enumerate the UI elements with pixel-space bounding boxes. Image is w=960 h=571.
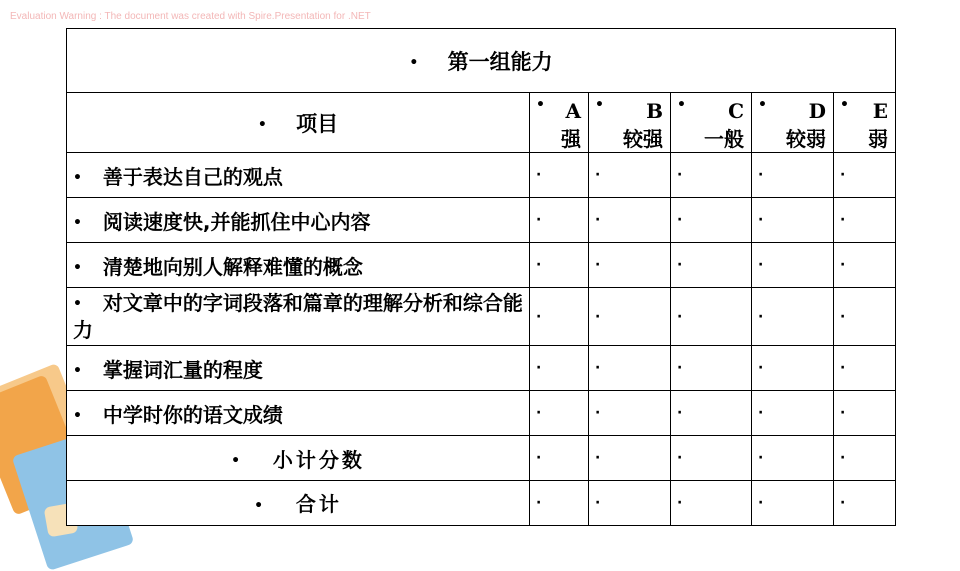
rating-cell[interactable]: · — [589, 198, 671, 243]
table-row — [67, 153, 896, 198]
subtotal-row — [67, 436, 896, 481]
title-row — [67, 29, 896, 93]
item-label: 清楚地向别人解释难懂的概念 — [102, 254, 363, 279]
rating-cell[interactable]: · — [589, 243, 671, 288]
bullet-icon: • — [73, 215, 82, 232]
rating-cell[interactable]: · — [752, 198, 834, 243]
bullet-icon: • — [758, 97, 767, 114]
level-label: 较强 — [623, 127, 663, 152]
total-value-cell[interactable]: · — [530, 480, 589, 525]
rating-cell[interactable]: · — [530, 153, 589, 198]
rating-cell[interactable]: · — [671, 288, 752, 346]
rating-cell[interactable]: · — [589, 288, 671, 346]
rating-cell[interactable]: · — [752, 243, 834, 288]
rating-cell[interactable]: · — [671, 153, 752, 198]
rating-cell[interactable]: · — [671, 198, 752, 243]
subtotal-value-cell[interactable]: · — [671, 436, 752, 481]
table-row — [67, 346, 896, 391]
rating-cell[interactable]: · — [530, 346, 589, 391]
rating-cell[interactable]: · — [834, 198, 896, 243]
bullet-icon: • — [409, 54, 419, 71]
item-cell — [67, 391, 530, 436]
item-header-cell — [67, 93, 530, 153]
item-label: 对文章中的字词段落和篇章的理解分析和综合能力 — [73, 290, 523, 343]
bullet-icon: • — [73, 296, 82, 313]
item-label: 掌握词汇量的程度 — [102, 357, 263, 382]
header-row — [67, 93, 896, 153]
subtotal-cell — [67, 436, 530, 481]
rating-cell[interactable]: · — [834, 243, 896, 288]
bullet-icon: • — [73, 170, 82, 187]
item-cell — [67, 153, 530, 198]
level-header-b — [589, 93, 671, 153]
bullet-icon: • — [595, 97, 604, 114]
rating-cell[interactable]: · — [752, 391, 834, 436]
level-header-e — [834, 93, 896, 153]
evaluation-watermark: Evaluation Warning : The document was created with Spire.Presentation for .NET — [10, 11, 371, 22]
rating-cell[interactable]: · — [752, 288, 834, 346]
item-cell — [67, 288, 530, 346]
subtotal-label: 小计分数 — [272, 447, 365, 472]
table-title: 第一组能力 — [447, 49, 553, 74]
bullet-icon: • — [257, 116, 267, 133]
item-cell — [67, 243, 530, 288]
level-code: D — [808, 99, 826, 124]
item-cell — [67, 346, 530, 391]
table-row — [67, 243, 896, 288]
rating-cell[interactable]: · — [589, 153, 671, 198]
subtotal-value-cell[interactable]: · — [530, 436, 589, 481]
item-header: 项目 — [296, 111, 339, 136]
level-label: 一般 — [704, 127, 744, 152]
rating-cell[interactable]: · — [834, 391, 896, 436]
subtotal-value-cell[interactable]: · — [589, 436, 671, 481]
subtotal-value-cell[interactable]: · — [752, 436, 834, 481]
rating-cell[interactable]: · — [671, 391, 752, 436]
rating-cell[interactable]: · — [589, 391, 671, 436]
bullet-icon: • — [536, 97, 545, 114]
total-row — [67, 480, 896, 525]
table-row — [67, 198, 896, 243]
total-label: 合计 — [295, 492, 342, 517]
table-row — [67, 391, 896, 436]
bullet-icon: • — [73, 408, 82, 425]
level-code: E — [872, 99, 889, 124]
level-label: 强 — [561, 127, 581, 152]
total-value-cell[interactable]: · — [671, 480, 752, 525]
table-title-cell — [67, 29, 896, 93]
rating-cell[interactable]: · — [530, 288, 589, 346]
table-row — [67, 288, 896, 346]
level-header-a — [530, 93, 589, 153]
rating-cell[interactable]: · — [671, 243, 752, 288]
rating-cell[interactable]: · — [589, 346, 671, 391]
total-value-cell[interactable]: · — [834, 480, 896, 525]
rating-cell[interactable]: · — [530, 198, 589, 243]
ability-table — [66, 28, 896, 526]
level-header-d — [752, 93, 834, 153]
bullet-icon: • — [840, 97, 849, 114]
level-code: C — [728, 99, 744, 124]
rating-cell[interactable]: · — [752, 346, 834, 391]
subtotal-value-cell[interactable]: · — [834, 436, 896, 481]
bullet-icon: • — [677, 97, 686, 114]
total-cell — [67, 480, 530, 525]
bullet-icon: • — [231, 453, 244, 470]
item-label: 善于表达自己的观点 — [102, 164, 283, 189]
bullet-icon: • — [73, 260, 82, 277]
total-value-cell[interactable]: · — [589, 480, 671, 525]
item-label: 阅读速度快,并能抓住中心内容 — [102, 209, 371, 234]
rating-cell[interactable]: · — [530, 391, 589, 436]
rating-cell[interactable]: · — [834, 288, 896, 346]
level-header-c — [671, 93, 752, 153]
level-label: 较弱 — [786, 127, 826, 152]
bullet-icon: • — [254, 497, 267, 514]
bullet-icon: • — [73, 363, 82, 380]
rating-cell[interactable]: · — [752, 153, 834, 198]
rating-cell[interactable]: · — [834, 153, 896, 198]
total-value-cell[interactable]: · — [752, 480, 834, 525]
item-label: 中学时你的语文成绩 — [102, 402, 283, 427]
level-code: A — [565, 99, 581, 124]
level-label: 弱 — [868, 127, 889, 152]
rating-cell[interactable]: · — [834, 346, 896, 391]
item-cell — [67, 198, 530, 243]
level-code: B — [646, 99, 663, 124]
rating-cell[interactable]: · — [671, 346, 752, 391]
rating-cell[interactable]: · — [530, 243, 589, 288]
